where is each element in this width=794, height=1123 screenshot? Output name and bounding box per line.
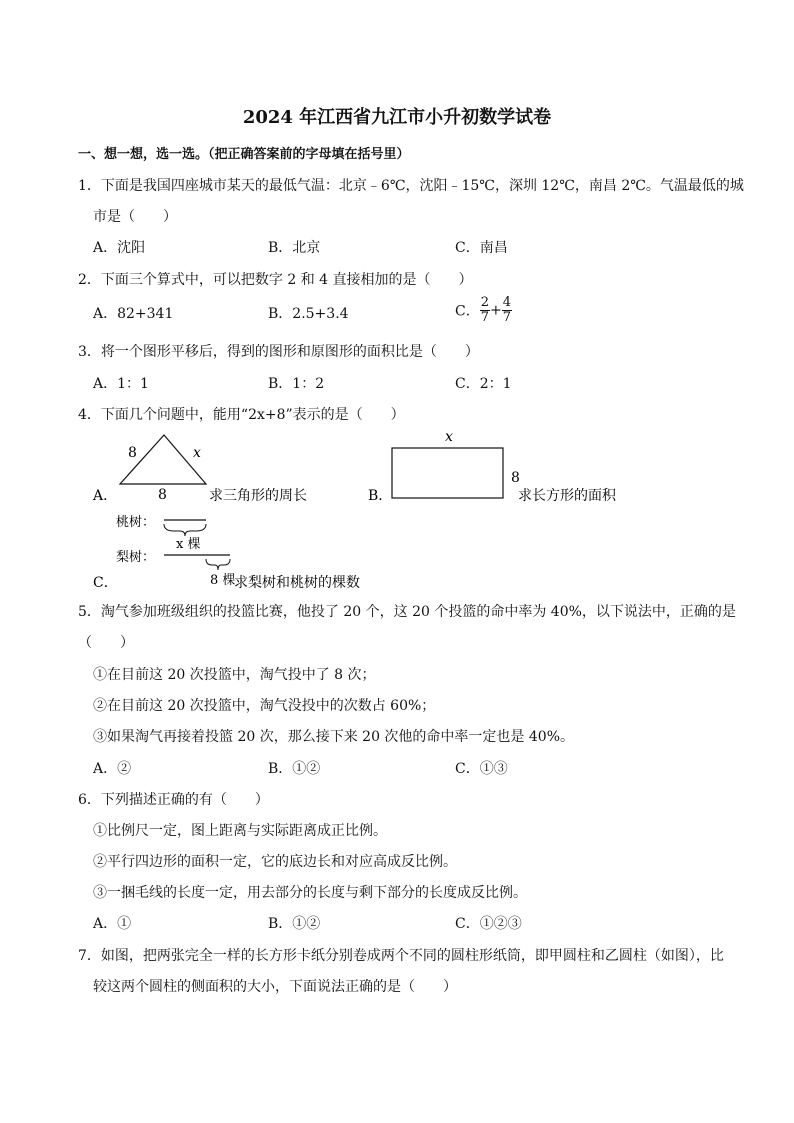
peach-brace bbox=[164, 524, 206, 536]
question-5-statement-2: ②在目前这 20 次投篮中，淘气没投中的次数占 60%； bbox=[93, 698, 436, 714]
denominator: 7 bbox=[480, 310, 489, 325]
question-2-option-b: B．2.5+3.4 bbox=[268, 306, 349, 322]
fraction-two-sevenths bbox=[480, 296, 490, 325]
question-1-option-c: C．南昌 bbox=[455, 240, 508, 256]
peach-tree-label: 桃树： bbox=[116, 515, 156, 530]
triangle-base-label: 8 bbox=[158, 487, 167, 503]
question-7-text-cont: 较这两个圆柱的侧面积的大小，下面说法正确的是（ ） bbox=[93, 979, 457, 995]
question-2-option-a: A．82+341 bbox=[93, 306, 174, 322]
question-1-text: 1．下面是我国四座城市某天的最低气温：北京﹣6℃，沈阳﹣15℃，深圳 12℃，南昌 2℃。气温最低的城 bbox=[78, 178, 744, 194]
question-5-option-c: C．①③ bbox=[455, 761, 508, 777]
question-3-text: 3．将一个图形平移后，得到的图形和原图形的面积比是（ ） bbox=[78, 344, 479, 360]
denominator: 7 bbox=[502, 310, 512, 325]
pear-brace bbox=[206, 559, 230, 570]
question-2-option-c bbox=[455, 296, 512, 325]
triangle-side-right-label: x bbox=[193, 445, 201, 461]
question-1-option-b: B．北京 bbox=[268, 240, 321, 256]
question-5-text-cont: （ ） bbox=[78, 635, 134, 651]
numerator: 2 bbox=[480, 295, 489, 310]
question-4-text: 4．下面几个问题中，能用“2x+8”表示的是（ ） bbox=[78, 407, 405, 423]
pear-tree-label: 梨树： bbox=[116, 550, 156, 565]
section-heading: 一、想一想，选一选。（把正确答案前的字母填在括号里） bbox=[78, 147, 410, 162]
page-title: 2024 年江西省九江市小升初数学试卷 bbox=[242, 107, 552, 128]
question-4-figures bbox=[88, 428, 648, 598]
question-6-option-a: A．① bbox=[93, 916, 132, 932]
option-c-label: C． bbox=[455, 303, 480, 320]
question-3-option-a: A．1：1 bbox=[93, 376, 149, 392]
question-6-text: 6．下列描述正确的有（ ） bbox=[78, 792, 269, 808]
question-5-statement-1: ①在目前这 20 次投篮中，淘气投中了 8 次； bbox=[93, 667, 376, 683]
question-5-option-b: B．①② bbox=[268, 761, 321, 777]
triangle-side-left-label: 8 bbox=[128, 445, 137, 461]
question-6-option-b: B．①② bbox=[268, 916, 321, 932]
plus-sign: + bbox=[490, 302, 502, 319]
question-6-statement-3: ③一捆毛线的长度一定，用去部分的长度与剩下部分的长度成反比例。 bbox=[93, 885, 527, 901]
question-3-option-c: C．2：1 bbox=[455, 376, 512, 392]
question-4-option-b-text: 求长方形的面积 bbox=[518, 488, 616, 504]
rectangle-top-label: x bbox=[445, 429, 453, 445]
question-1-option-a: A．沈阳 bbox=[93, 240, 146, 256]
question-6-statement-1: ①比例尺一定，图上距离与实际距离成正比例。 bbox=[93, 823, 387, 839]
fraction-four-sevenths bbox=[502, 296, 512, 325]
question-4-option-a-text: 求三角形的周长 bbox=[209, 488, 307, 504]
question-3-option-b: B．1：2 bbox=[268, 376, 325, 392]
question-5-text: 5．淘气参加班级组织的投篮比赛，他投了 20 个，这 20 个投篮的命中率为 40%，以下说法中，正确的是 bbox=[78, 604, 736, 620]
question-2-text: 2．下面三个算式中，可以把数字 2 和 4 直接相加的是（ ） bbox=[78, 272, 473, 288]
question-4-option-b-label: B． bbox=[368, 488, 393, 504]
rectangle-shape bbox=[392, 448, 503, 498]
question-6-option-c: C．①②③ bbox=[455, 916, 522, 932]
rectangle-right-label: 8 bbox=[511, 470, 520, 486]
pear-count-label: 8 棵 bbox=[210, 573, 236, 588]
question-7-text: 7．如图，把两张完全一样的长方形卡纸分别卷成两个不同的圆柱形纸筒，即甲圆柱和乙圆柱（如图），比 bbox=[78, 948, 724, 964]
question-1-text-cont: 市是（ ） bbox=[93, 209, 177, 225]
question-4-option-c-label: C． bbox=[93, 575, 118, 591]
question-6-statement-2: ②平行四边形的面积一定，它的底边长和对应高成反比例。 bbox=[93, 854, 457, 870]
question-4-option-a-label: A． bbox=[93, 488, 118, 504]
peach-count-label: x 棵 bbox=[176, 537, 201, 552]
question-4-option-c-text: 求梨树和桃树的棵数 bbox=[234, 575, 360, 591]
question-5-statement-3: ③如果淘气再接着投篮 20 次，那么接下来 20 次他的命中率一定也是 40%。 bbox=[93, 729, 574, 745]
question-5-option-a: A．② bbox=[93, 761, 132, 777]
numerator: 4 bbox=[502, 295, 512, 310]
